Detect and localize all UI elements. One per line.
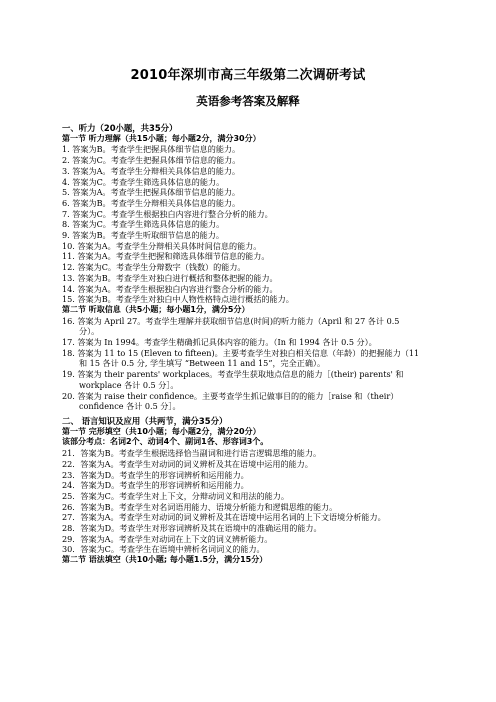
section-heading: 一、听力（20小题，共35分）: [62, 123, 178, 133]
answer-line: 4. 答案为C。考查学生筛选具体信息的能力。: [62, 176, 225, 187]
answer-line: 30．答案为C。考查学生在语境中辨析名词词义的能力。: [62, 544, 265, 555]
answer-line: 19. 答案为 their parents' workplaces。考查学生获取地点信息的能力［(their) parents' 和: [62, 369, 404, 380]
answer-line: 7. 答案为C。考查学生根据独白内容进行整合分析的能力。: [62, 208, 273, 219]
document-subtitle: 英语参考答案及解释: [196, 94, 300, 108]
answer-line: 15. 答案为B。考查学生对独白中人物性格特点进行概括的能力。: [62, 294, 294, 305]
answer-line: 11. 答案为A。考查学生把握和筛选具体细节信息的能力。: [62, 251, 270, 262]
answer-line: 8. 答案为C。考查学生筛选具体信息的能力。: [62, 219, 225, 230]
document-title: 2010年深圳市高三年级第二次调研考试: [130, 68, 366, 83]
answer-line: 22．答案为A。考查学生对动词的词义辨析及其在语境中运用的能力。: [62, 458, 313, 469]
answer-line: 24．答案为D。考查学生的形容词辨析和运用能力。: [62, 480, 249, 491]
answer-line: 1. 答案为B。考查学生把握具体细节信息的能力。: [62, 144, 241, 155]
answer-line: 23．答案为D。考查学生的形容词辨析和运用能力。: [62, 469, 249, 480]
answer-list: [62, 123, 440, 566]
answer-line: 12. 答案为C。考查学生分辩数字（钱数）的能力。: [62, 262, 246, 273]
answer-line: 25．答案为C。考查学生对上下文，分辩动词义和用法的能力。: [62, 490, 289, 501]
answer-line: 9. 答案为B。考查学生听取细节信息的能力。: [62, 230, 224, 241]
answer-line: 17. 答案为 In 1994。考查学生精确抓记具体内容的能力。（In 和 1994 各计 0.5 分）。: [62, 337, 377, 348]
answer-line: 29．答案为A。考查学生对动词在上下文的词义辨析能力。: [62, 533, 273, 544]
answer-line: 13. 答案为B。考查学生对独白进行概括和整体把握的能力。: [62, 272, 278, 283]
answer-line: 6. 答案为B。考查学生分辩相关具体信息的能力。: [62, 197, 241, 208]
answer-line: 2. 答案为C。考查学生把握具体细节信息的能力。: [62, 155, 241, 166]
answer-line: 18. 答案为 11 to 15 (Eleven to fifteen)。主要考查学生对独白相关信息（年龄）的把握能力（11: [62, 347, 420, 358]
answer-line: 21．答案为B。考查学生根据选择恰当副词和进行语言逻辑思维的能力。: [62, 448, 322, 459]
answer-line-continued: 和 15 各计 0.5 分, 学生填写 “Between 11 and 15”，完全正确）。: [79, 358, 326, 369]
subsection-heading: 第一节 听力理解（共15小题；每小题2分，满分30分）: [62, 133, 261, 143]
answer-line: 20. 答案为 raise their confidence。主要考查学生抓记做事目的的能力［raise 和（their）: [62, 390, 399, 401]
answer-line-continued: workplace 各计 0.5 分］。: [79, 379, 179, 390]
answer-line: 28．答案为D。考查学生对形容词辨析及其在语境中的准确运用的能力。: [62, 523, 322, 534]
answer-line: 26．答案为B。考查学生对名词语用能力、语境分析能力和逻辑思维的能力。: [62, 501, 338, 512]
section-heading: 二、 语言知识及应用（共两节，满分35分）: [62, 415, 228, 426]
answer-line: 14. 答案为A。考查学生根据独白内容进行整合分析的能力。: [62, 283, 278, 294]
answer-line: 5. 答案为A。考查学生把握具体细节信息的能力。: [62, 187, 241, 198]
subsection-heading: 第二节 听取信息（共5小题；每小题1分，满分5分）: [62, 304, 250, 314]
answer-line: 27．答案为A。考查学生对动词的词义辨析及其在语境中运用名词的上下文语境分析能力。: [62, 512, 386, 523]
answer-line-continued: 分）。: [79, 326, 100, 337]
subsection-heading: 第一节 完形填空（共10小题；每小题2分，满分20分）: [62, 426, 261, 436]
answer-line: 3. 答案为A。考查学生分辩相关具体信息的能力。: [62, 165, 241, 176]
answer-line: 10. 答案为A。考查学生分辩相关具体时间信息的能力。: [62, 240, 262, 251]
subsection-heading: 该部分考点：名词2个、动词4个、副词1各、形容词3个。: [62, 437, 269, 447]
subsection-heading: 第二节 语法填空（共10小题; 每小题1.5分，满分15分）: [62, 555, 268, 565]
answer-line: 16. 答案为 April 27。考查学生理解并获取细节信息(时间)的听力能力（April 和 27 各计 0.5: [62, 315, 400, 326]
answer-line-continued: confidence 各计 0.5 分］。: [79, 401, 181, 412]
